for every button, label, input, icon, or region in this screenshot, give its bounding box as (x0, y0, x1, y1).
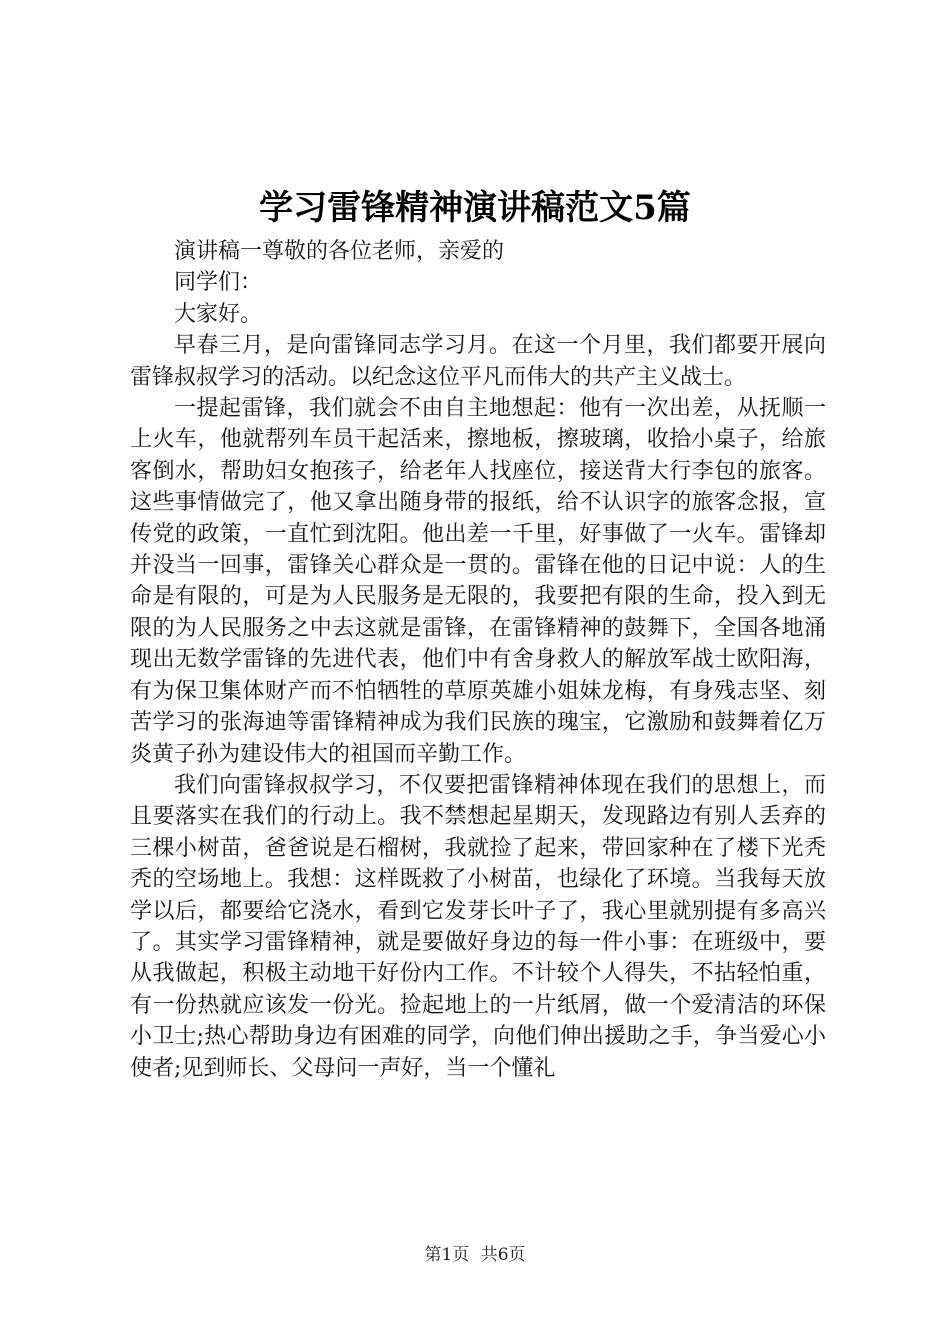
paragraph: 同学们： (174, 270, 263, 296)
paragraph: 大家好。 (174, 301, 263, 327)
page-footer (0, 1240, 950, 1265)
paragraph: 早春三月，是向雷锋同志学习月。在这一个月里，我们都要开展向雷锋叔叔学习的活动。以纪念这位平凡而伟大的共产主义战士。 (130, 333, 826, 390)
paragraph: 我们向雷锋叔叔学习，不仅要把雷锋精神体现在我们的思想上，而且要落实在我们的行动上。我不禁想起星期天，发现路边有别人丢弃的三棵小树苗，爸爸说是石榴树，我就捡了起来，带回家种在了楼下光秃秃的空场地上。我想：这样既救了小树苗，也绿化了环境。当我每天放学以后，都要给它浇水，看到它发芽长叶子了，我心里就别提有多高兴了。其实学习雷锋精神，就是要做好身边的每一件小事：在班级中，要从我做起，积极主动地干好份内工作。不计较个人得失，不拈轻怕重，有一份热就应该发一份光。捡起地上的一片纸屑，做一个爱清洁的环保小卫士;热心帮助身边有困难的同学，向他们伸出援助之手，争当爱心小使者;见到师长、父母问一声好，当一个懂礼 (130, 772, 826, 1081)
paragraph: 演讲稿一尊敬的各位老师，亲爱的 (174, 239, 505, 264)
page-number: 第1页 (424, 1245, 470, 1265)
document-title: 学习雷锋精神演讲稿范文5篇 (259, 188, 691, 228)
document-body (130, 236, 826, 1084)
page-total: 共6页 (480, 1245, 526, 1265)
paragraph: 一提起雷锋，我们就会不由自主地想起：他有一次出差，从抚顺一上火车，他就帮列车员干起活来，擦地板，擦玻璃，收拾小桌子，给旅客倒水，帮助妇女抱孩子，给老年人找座位，接送背大行李包的旅客。这些事情做完了，他又拿出随身带的报纸，给不认识字的旅客念报，宣传党的政策，一直忙到沈阳。他出差一千里，好事做了一火车。雷锋却并没当一回事，雷锋关心群众是一贯的。雷锋在他的日记中说：人的生命是有限的，可是为人民服务是无限的，我要把有限的生命，投入到无限的为人民服务之中去这就是雷锋，在雷锋精神的鼓舞下，全国各地涌现出无数学雷锋的先进代表，他们中有舍身救人的解放军战士欧阳海，有为保卫集体财产而不怕牺牲的草原英雄小姐妹龙梅，有身残志坚、刻苦学习的张海迪等雷锋精神成为我们民族的瑰宝，它激励和鼓舞着亿万炎黄子孙为建设伟大的祖国而辛勤工作。 (130, 396, 826, 767)
